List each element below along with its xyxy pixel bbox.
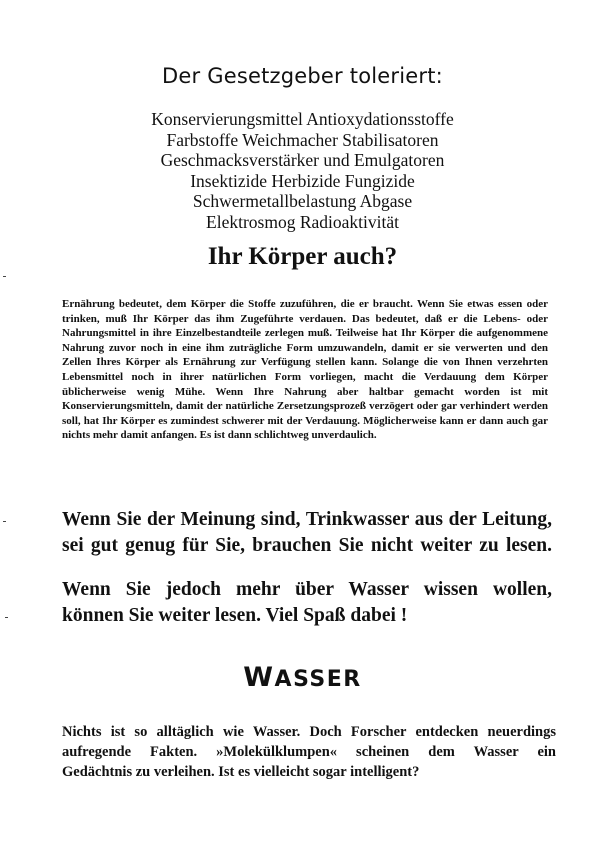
water-line: Nichts ist so alltäglich wie Wasser. Doch Forscher entdecken neuerdings (62, 724, 556, 740)
body-question-heading: Ihr Körper auch? (207, 243, 398, 270)
additives-list (0, 109, 605, 232)
water-heading-initial: W (243, 662, 275, 693)
additives-line: Konservierungsmittel Antioxydationsstoffe (151, 109, 454, 129)
additives-line: Schwermetallbelastung Abgase (192, 191, 413, 211)
additives-line: Geschmacksverstärker und Emulgatoren (160, 150, 445, 170)
tap-water-line: sei gut genug für Sie, brauchen Sie nicht weiter zu lesen. (62, 535, 552, 556)
read-on-line: können Sie weiter lesen. Viel Spaß dabei ! (62, 605, 408, 626)
tap-water-paragraph (62, 507, 552, 559)
water-paragraph (62, 722, 556, 782)
tap-water-line: Wenn Sie der Meinung sind, Trinkwasser aus der Leitung, (62, 509, 552, 530)
scan-speck (5, 617, 8, 618)
additives-line: Farbstoffe Weichmacher Stabilisatoren (166, 129, 439, 150)
additives-line: Elektrosmog Radioaktivität (206, 211, 399, 232)
water-line: aufregende Fakten. »Molekülklumpen« scheinen dem Wasser ein (62, 744, 556, 760)
water-line: Gedächtnis zu verleihen. Ist es vielleicht sogar intelligent? (62, 764, 420, 780)
scan-speck (3, 521, 6, 522)
water-heading (0, 662, 605, 693)
water-heading-rest: ASSER (274, 667, 362, 692)
read-on-line: Wenn Sie jedoch mehr über Wasser wissen wollen, (62, 579, 552, 600)
tolerates-heading: Der Gesetzgeber toleriert: (162, 64, 443, 88)
read-on-paragraph (62, 577, 552, 629)
additives-line: Insektizide Herbizide Fungizide (190, 170, 415, 191)
nutrition-paragraph: Ernährung bedeutet, dem Körper die Stoffe zuzuführen, die er braucht. Wenn Sie etwas essen oder trinken, muß Ihr Körper das ihm Zugeführte verdauen. Das bedeutet, daß er die Lebens- oder Nahrungsmittel in ihre Einzelbestandteile zerlegen muß. Teilweise hat Ihr Körper die aufgenommene Nahrung zuvor noch in eine ihm zuträgliche Form umzuwandeln, damit er sie verwerten und den Zellen Ihres Körper als Ernährung zur Verfügung stellen kann. Solange die von Ihnen verzehrten Lebensmittel noch in ihrer natürlichen Form vorliegen, macht die Verdauung dem Körper üblicherweise wenig Mühe. Wenn Ihre Nahrung aber haltbar gemacht worden ist mit Konservierungsmitteln, damit der natürliche Zersetzungsprozeß verzögert oder gar verhindert werden soll, hat Ihr Körper es zumindest schwerer mit der Verdauung. Möglicherweise kann er dann auch gar nichts mehr damit anfangen. Es ist dann schlichtweg unverdaulich. (62, 298, 548, 442)
scan-speck (3, 276, 6, 277)
